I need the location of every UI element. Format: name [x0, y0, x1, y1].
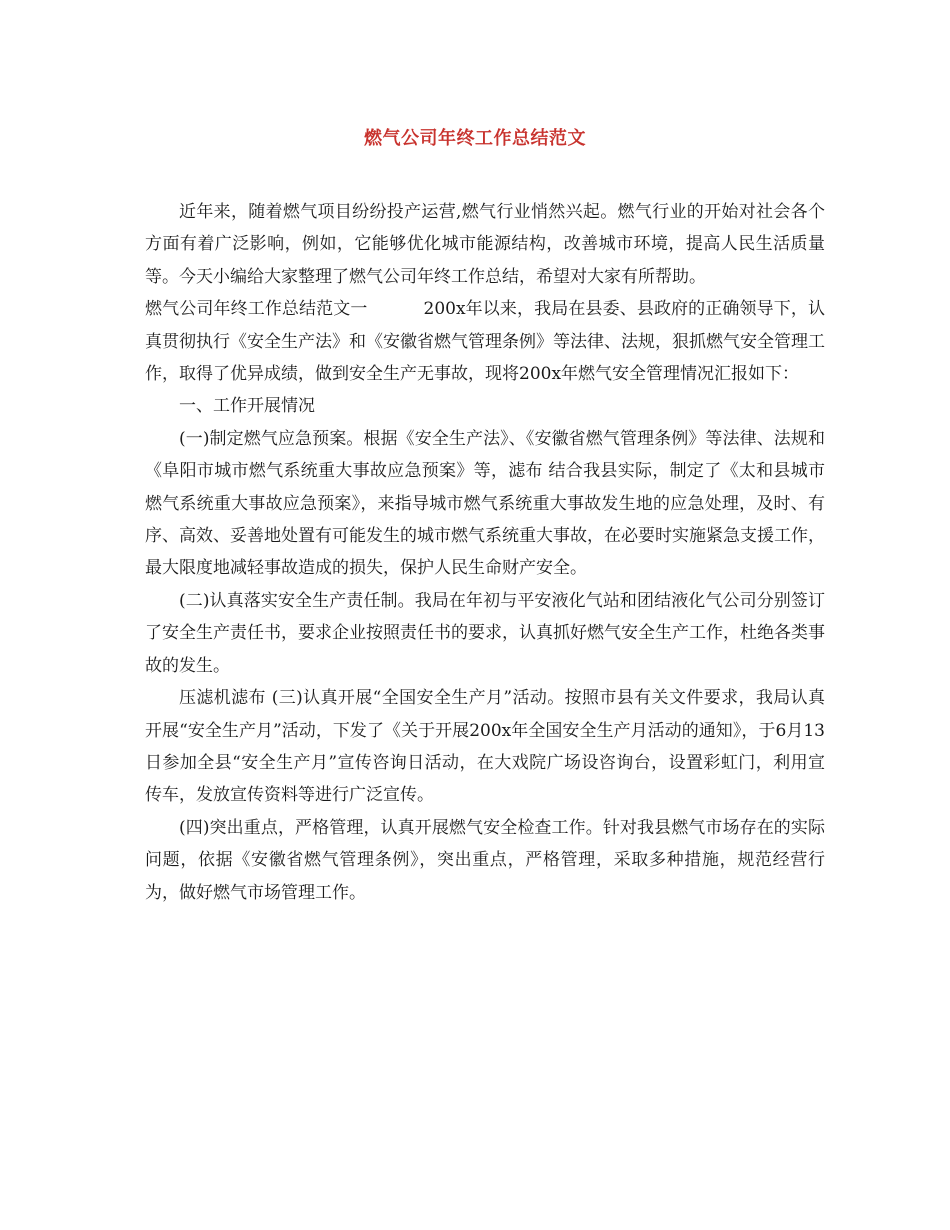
- item-paragraph-4: (四)突出重点，严格管理，认真开展燃气安全检查工作。针对我县燃气市场存在的实际问题，依据《安徽省燃气管理条例》，突出重点，严格管理，采取多种措施，规范经营行为，做好燃气市场管理工作。: [145, 817, 825, 903]
- section-label: 燃气公司年终工作总结范文一: [145, 299, 368, 320]
- heading-work-status: 一、工作开展情况: [179, 396, 315, 417]
- section-lead-text: 200x年以来，我局在县委、县政府的正确领导下，认真贯彻执行《安全生产法》和《安徽省燃气管理条例》等法律、法规，狠抓燃气安全管理工作，取得了优异成绩，做到安全生产无事故，现将200x年燃气安全管理情况汇报如下：: [145, 299, 825, 385]
- document-title: 燃气公司年终工作总结范文: [364, 128, 586, 149]
- document-body: [145, 196, 825, 909]
- section-paragraph: [145, 293, 825, 390]
- item-paragraph-1: (一)制定燃气应急预案。根据《安全生产法》、《安徽省燃气管理条例》等法律、法规和《阜阳市城市燃气系统重大事故应急预案》等，滤布 结合我县实际，制定了《太和县城市燃气系统重大事故应急预案》，来指导城市燃气系统重大事故发生地的应急处理，及时、有序、高效、妥善地处置有可能发生的城市燃气系统重大事故，在必要时实施紧急支援工作，最大限度地减轻事故造成的损失，保护人民生命财产安全。: [145, 428, 825, 579]
- item-paragraph-2: (二)认真落实安全生产责任制。我局在年初与平安液化气站和团结液化气公司分别签订了安全生产责任书，要求企业按照责任书的要求，认真抓好燃气安全生产工作，杜绝各类事故的发生。: [145, 590, 825, 676]
- intro-paragraph: 近年来，随着燃气项目纷纷投产运营,燃气行业悄然兴起。燃气行业的开始对社会各个方面有着广泛影响，例如，它能够优化城市能源结构，改善城市环境，提高人民生活质量等。今天小编给大家整理了燃气公司年终工作总结，希望对大家有所帮助。: [145, 202, 825, 287]
- item-paragraph-3: 压滤机滤布 (三)认真开展“全国安全生产月”活动。按照市县有关文件要求，我局认真开展“安全生产月”活动，下发了《关于开展200x年全国安全生产月活动的通知》，于6月13日参加全县“安全生产月”宣传咨询日活动，在大戏院广场设咨询台，设置彩虹门，利用宣传车，发放宣传资料等进行广泛宣传。: [145, 688, 825, 806]
